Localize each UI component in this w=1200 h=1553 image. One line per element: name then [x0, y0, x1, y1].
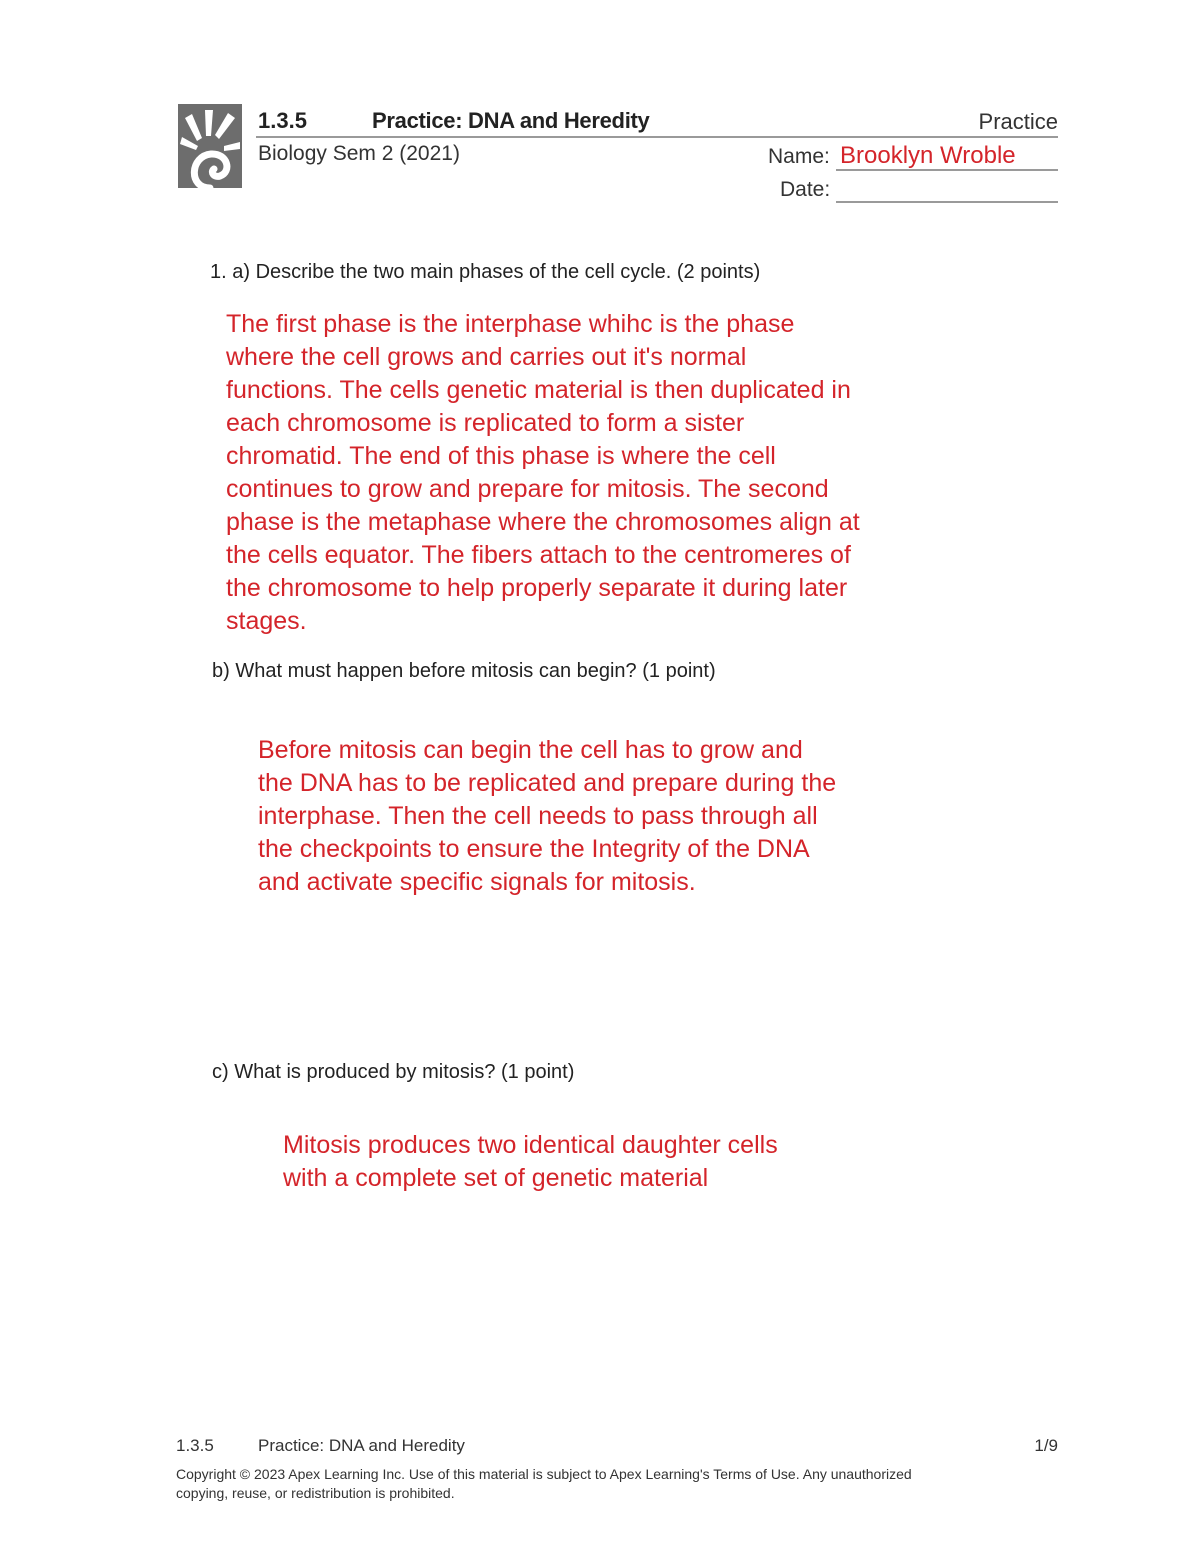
answer-line: the cells equator. The fibers attach to the centromeres of — [226, 541, 851, 569]
answer-line: the checkpoints to ensure the Integrity of the DNA — [258, 835, 810, 863]
answer-line: Before mitosis can begin the cell has to grow and — [258, 736, 803, 764]
date-field[interactable] — [836, 201, 1058, 203]
answer-line: continues to grow and prepare for mitosis. The second — [226, 475, 829, 503]
question-1a-answer[interactable] — [226, 308, 860, 638]
lesson-number: 1.3.5 — [258, 108, 307, 133]
footer-lesson-number: 1.3.5 — [176, 1436, 214, 1455]
footer-lesson-title: Practice: DNA and Heredity — [258, 1436, 465, 1455]
answer-line: Mitosis produces two identical daughter cells — [283, 1131, 778, 1159]
copyright-line: copying, reuse, or redistribution is prohibited. — [176, 1485, 455, 1501]
name-field[interactable]: Brooklyn Wroble — [840, 142, 1016, 169]
lesson-title: Practice: DNA and Heredity — [372, 108, 650, 133]
answer-line: The first phase is the interphase whihc is the phase — [226, 310, 795, 338]
page-number: 1/9 — [1034, 1436, 1058, 1455]
answer-line: with a complete set of genetic material — [283, 1164, 709, 1192]
answer-line: the DNA has to be replicated and prepare during the — [258, 769, 837, 797]
answer-line: phase is the metaphase where the chromosomes align at — [226, 508, 860, 536]
activity-type: Practice — [978, 109, 1058, 134]
answer-line: functions. The cells genetic material is then duplicated in — [226, 376, 851, 404]
header-divider — [256, 136, 1058, 138]
answer-line: interphase. Then the cell needs to pass through all — [258, 802, 818, 830]
answer-line: the chromosome to help properly separate it during later — [226, 574, 848, 602]
copyright-notice — [176, 1465, 1036, 1503]
name-label: Name: — [768, 145, 830, 168]
apex-learning-logo-icon — [178, 104, 242, 188]
question-1c-prompt: c) What is produced by mitosis? (1 point) — [212, 1061, 575, 1083]
question-1b-answer[interactable] — [258, 734, 836, 899]
answer-line: where the cell grows and carries out it's normal — [226, 343, 747, 371]
name-underline — [836, 169, 1058, 171]
answer-line: stages. — [226, 607, 307, 635]
date-label: Date: — [780, 178, 831, 201]
answer-line: and activate specific signals for mitosis. — [258, 868, 696, 896]
question-1a-prompt: 1. a) Describe the two main phases of the cell cycle. (2 points) — [210, 261, 761, 283]
course-name: Biology Sem 2 (2021) — [258, 142, 460, 165]
copyright-line: Copyright © 2023 Apex Learning Inc. Use of this material is subject to Apex Learning's Terms of Use. Any unauthorized — [176, 1466, 912, 1482]
question-1b-prompt: b) What must happen before mitosis can begin? (1 point) — [212, 660, 716, 682]
answer-line: chromatid. The end of this phase is where the cell — [226, 442, 776, 470]
answer-line: each chromosome is replicated to form a sister — [226, 409, 745, 437]
question-1c-answer[interactable] — [283, 1129, 778, 1195]
